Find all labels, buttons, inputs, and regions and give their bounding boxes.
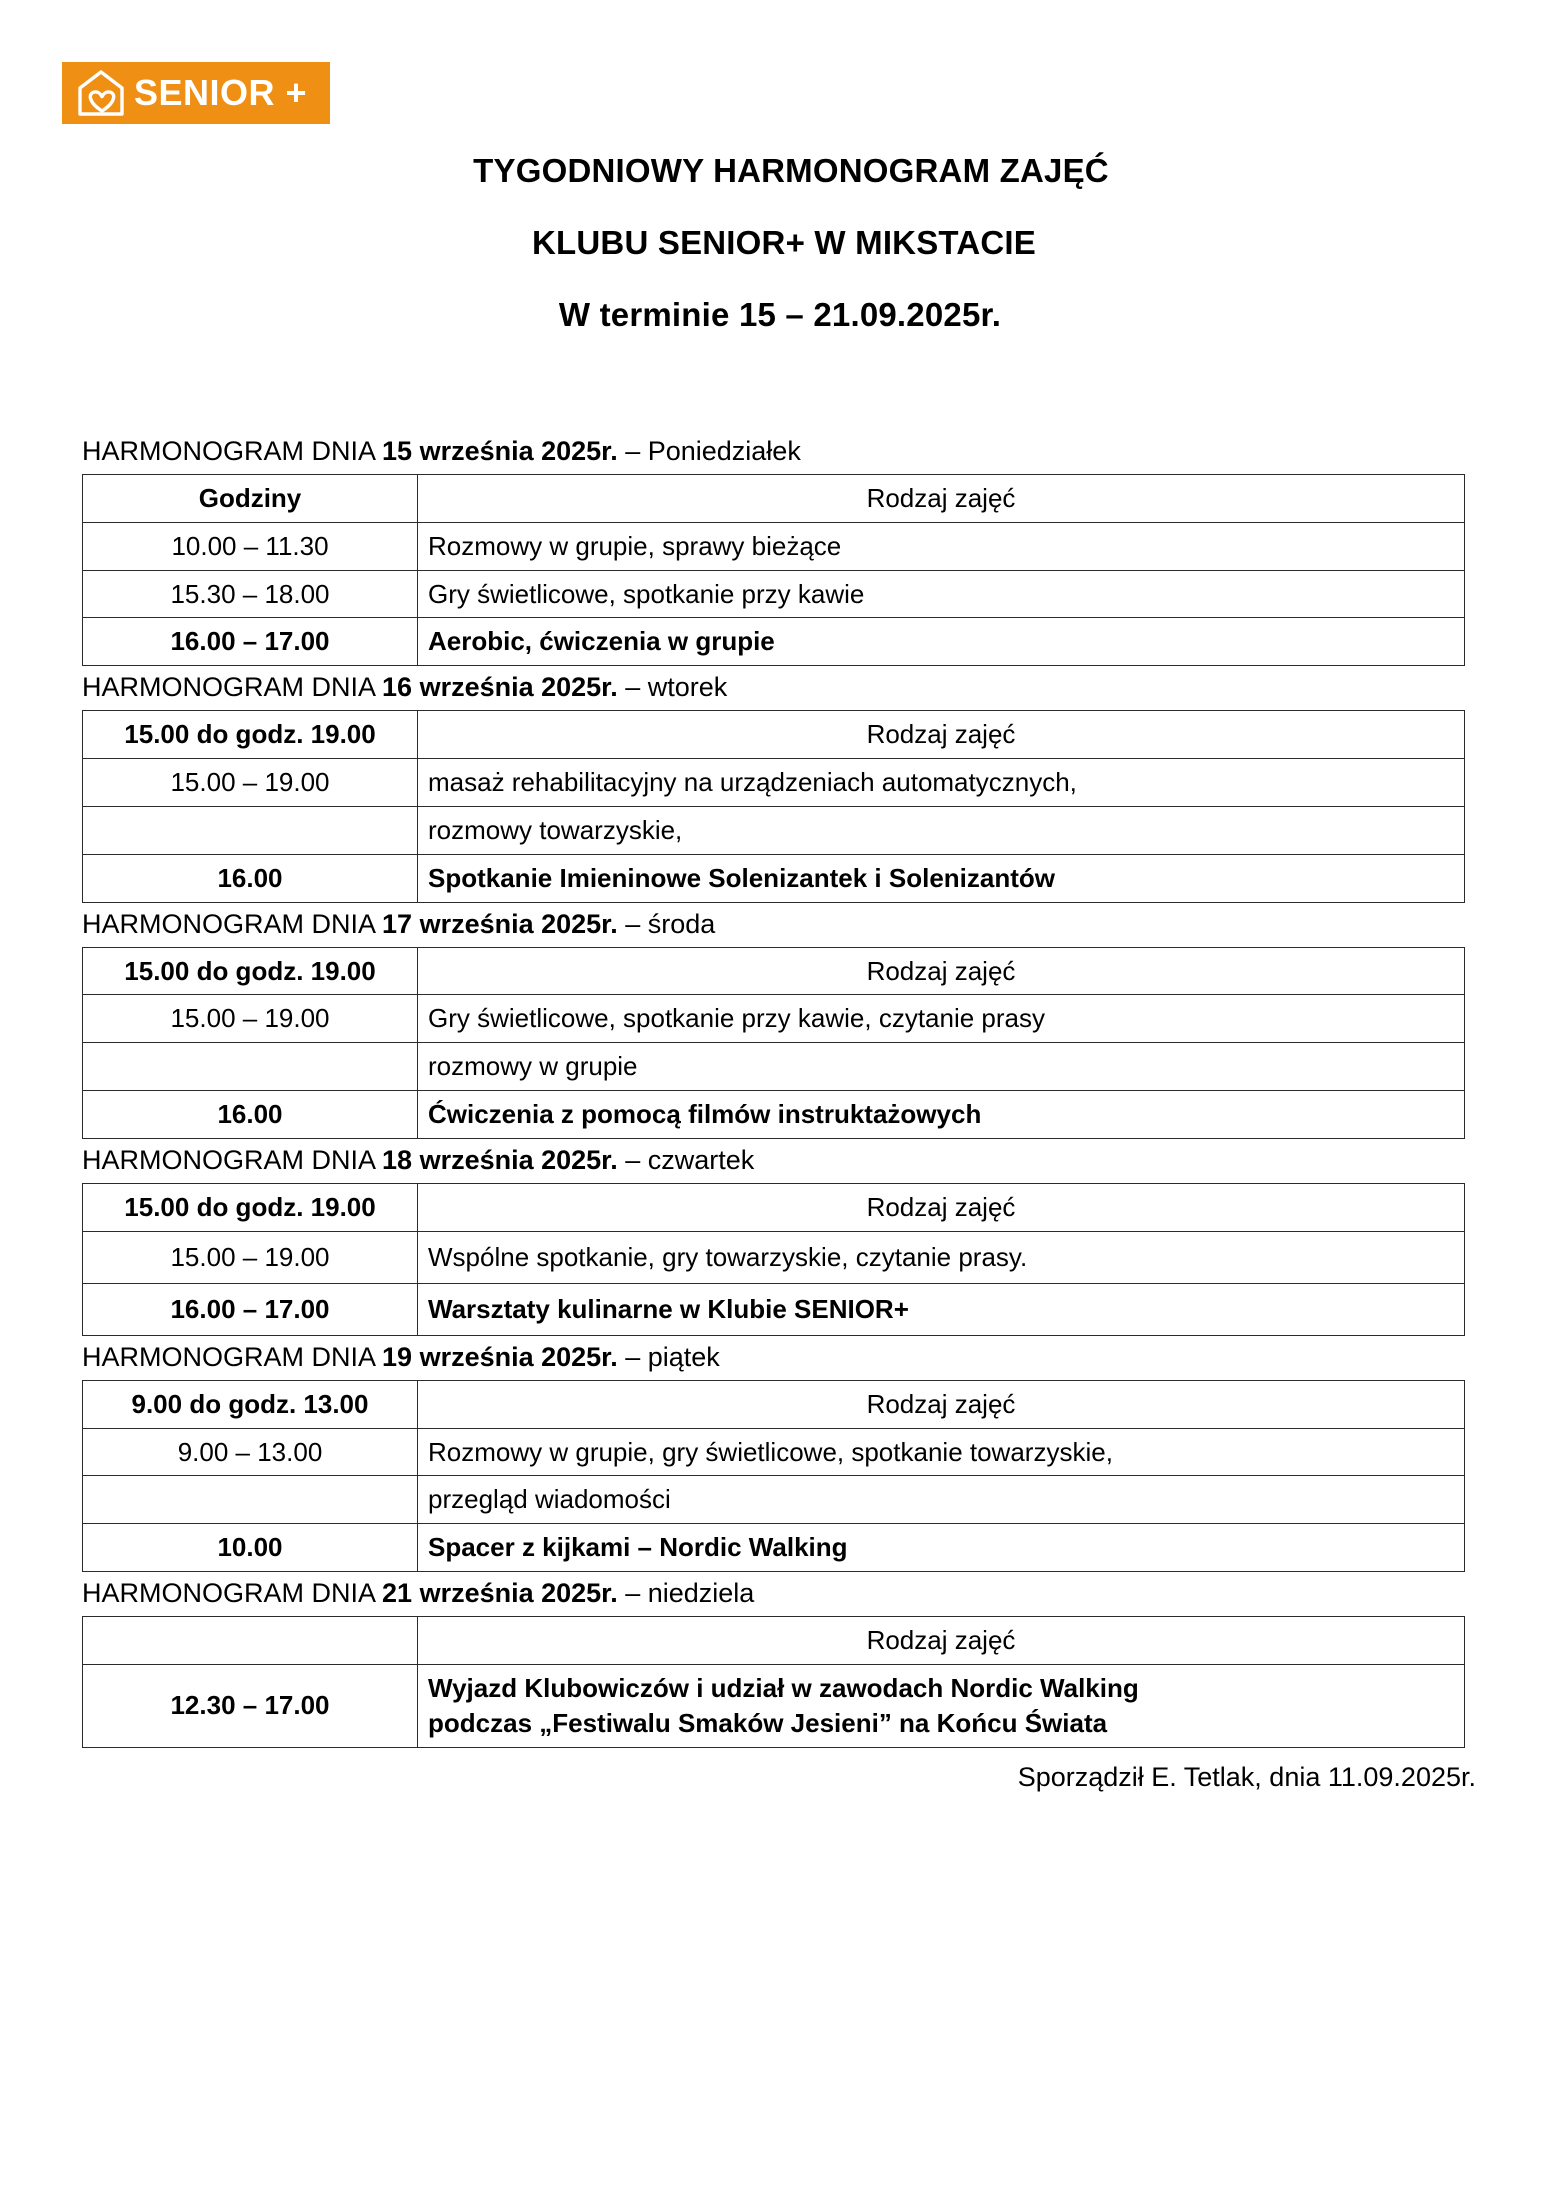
cell-activity: Rozmowy w grupie, sprawy bieżące [418, 522, 1465, 570]
cell-time [83, 1476, 418, 1524]
house-heart-icon [76, 68, 128, 118]
header-time: 15.00 do godz. 19.00 [83, 947, 418, 995]
table-row [83, 806, 1465, 854]
logo-text: SENIOR + [134, 72, 308, 113]
table-header-row [83, 1183, 1465, 1231]
cell-activity: Gry świetlicowe, spotkanie przy kawie, czytanie prasy [418, 995, 1465, 1043]
cell-time: 12.30 – 17.00 [83, 1664, 418, 1747]
cell-time: 16.00 – 17.00 [83, 1283, 418, 1335]
table-header-row [83, 1380, 1465, 1428]
cell-time: 9.00 – 13.00 [83, 1428, 418, 1476]
cell-activity: rozmowy w grupie [418, 1043, 1465, 1091]
author-note: Sporządził E. Tetlak, dnia 11.09.2025r. [1017, 1761, 1476, 1792]
table-row [83, 995, 1465, 1043]
cell-time: 15.00 – 19.00 [83, 759, 418, 807]
schedule-table-wednesday [82, 947, 1465, 1139]
day-heading-prefix: HARMONOGRAM DNIA [82, 1578, 383, 1609]
table-row [83, 1664, 1465, 1747]
table-row [83, 1476, 1465, 1524]
cell-activity: przegląd wiadomości [418, 1476, 1465, 1524]
header-time: 9.00 do godz. 13.00 [83, 1380, 418, 1428]
day-heading-suffix: – niedziela [617, 1578, 755, 1609]
table-row [83, 1524, 1465, 1572]
table-row [83, 618, 1465, 666]
senior-plus-logo [62, 62, 330, 124]
header-activity: Rodzaj zajęć [418, 1183, 1465, 1231]
table-row [83, 1231, 1465, 1283]
table-row [83, 854, 1465, 902]
cell-time [83, 806, 418, 854]
cell-activity: Rozmowy w grupie, gry świetlicowe, spotkanie towarzyskie, [418, 1428, 1465, 1476]
cell-activity: Warsztaty kulinarne w Klubie SENIOR+ [418, 1283, 1465, 1335]
cell-activity-line-2: podczas „Festiwalu Smaków Jesieni” na Końcu Świata [428, 1707, 1108, 1738]
schedule-table-tuesday [82, 710, 1465, 902]
day-heading-date: 15 września 2025r. [382, 436, 618, 466]
cell-time: 15.00 – 19.00 [83, 995, 418, 1043]
day-heading-date: 16 września 2025r. [382, 672, 618, 703]
table-row [83, 1091, 1465, 1139]
table-row [83, 759, 1465, 807]
day-heading-date: 19 września 2025r. [382, 1341, 618, 1372]
header-time [83, 1617, 418, 1665]
cell-time: 15.30 – 18.00 [83, 570, 418, 618]
header-time: 15.00 do godz. 19.00 [83, 711, 418, 759]
cell-time: 10.00 – 11.30 [83, 522, 418, 570]
day-heading-date: 21 września 2025r. [382, 1578, 618, 1609]
header-activity: Rodzaj zajęć [418, 947, 1465, 995]
day-heading-thursday [82, 1139, 1482, 1183]
table-header-row [83, 947, 1465, 995]
day-heading-suffix: – piątek [617, 1341, 720, 1372]
title-line-3: W terminie 15 – 21.09.2025r. [558, 296, 1002, 333]
table-header-row [83, 1617, 1465, 1665]
table-header-row [83, 475, 1465, 523]
header-activity: Rodzaj zajęć [418, 1380, 1465, 1428]
day-heading-prefix: HARMONOGRAM DNIA [82, 436, 383, 466]
day-heading-monday [82, 430, 1482, 474]
cell-activity-line-1: Wyjazd Klubowiczów i udział w zawodach Nordic Walking [428, 1672, 1139, 1703]
schedule-table-monday [82, 474, 1465, 666]
cell-activity: masaż rehabilitacyjny na urządzeniach automatycznych, [418, 759, 1465, 807]
cell-activity: rozmowy towarzyskie, [418, 806, 1465, 854]
title-line-2: KLUBU SENIOR+ W MIKSTACIE [532, 224, 1036, 261]
day-heading-suffix: – środa [617, 908, 716, 939]
day-heading-sunday [82, 1572, 1482, 1616]
cell-activity: Ćwiczenia z pomocą filmów instruktażowych [418, 1091, 1465, 1139]
header-activity: Rodzaj zajęć [418, 475, 1465, 523]
schedule-table-sunday [82, 1616, 1465, 1747]
table-row [83, 570, 1465, 618]
day-heading-wednesday [82, 903, 1482, 947]
day-heading-prefix: HARMONOGRAM DNIA [82, 672, 383, 703]
page-title [0, 152, 1556, 368]
day-heading-date: 17 września 2025r. [382, 908, 618, 939]
cell-time: 16.00 [83, 854, 418, 902]
day-heading-suffix: – czwartek [617, 1144, 755, 1175]
cell-time: 16.00 [83, 1091, 418, 1139]
table-row [83, 1043, 1465, 1091]
cell-activity: Gry świetlicowe, spotkanie przy kawie [418, 570, 1465, 618]
day-heading-suffix: – wtorek [617, 672, 728, 703]
schedule-sections [82, 430, 1482, 1793]
cell-activity: Aerobic, ćwiczenia w grupie [418, 618, 1465, 666]
schedule-table-thursday [82, 1183, 1465, 1336]
title-line-1: TYGODNIOWY HARMONOGRAM ZAJĘĆ [473, 152, 1109, 189]
cell-activity: Spacer z kijkami – Nordic Walking [418, 1524, 1465, 1572]
day-heading-prefix: HARMONOGRAM DNIA [82, 1341, 383, 1372]
cell-time: 16.00 – 17.00 [83, 618, 418, 666]
day-heading-date: 18 września 2025r. [382, 1144, 618, 1175]
table-row [83, 522, 1465, 570]
cell-time [83, 1043, 418, 1091]
table-row [83, 1283, 1465, 1335]
day-heading-prefix: HARMONOGRAM DNIA [82, 908, 383, 939]
table-row [83, 1428, 1465, 1476]
day-heading-friday [82, 1336, 1482, 1380]
schedule-table-friday [82, 1380, 1465, 1572]
header-time: 15.00 do godz. 19.00 [83, 1183, 418, 1231]
day-heading-suffix: – Poniedziałek [617, 436, 801, 466]
cell-activity: Spotkanie Imieninowe Solenizantek i Solenizantów [418, 854, 1465, 902]
table-header-row [83, 711, 1465, 759]
day-heading-tuesday [82, 666, 1482, 710]
header-activity: Rodzaj zajęć [418, 711, 1465, 759]
cell-time: 10.00 [83, 1524, 418, 1572]
day-heading-prefix: HARMONOGRAM DNIA [82, 1144, 383, 1175]
header-time: Godziny [83, 475, 418, 523]
cell-activity [418, 1664, 1465, 1747]
cell-time: 15.00 – 19.00 [83, 1231, 418, 1283]
header-activity: Rodzaj zajęć [418, 1617, 1465, 1665]
cell-activity: Wspólne spotkanie, gry towarzyskie, czytanie prasy. [418, 1231, 1465, 1283]
